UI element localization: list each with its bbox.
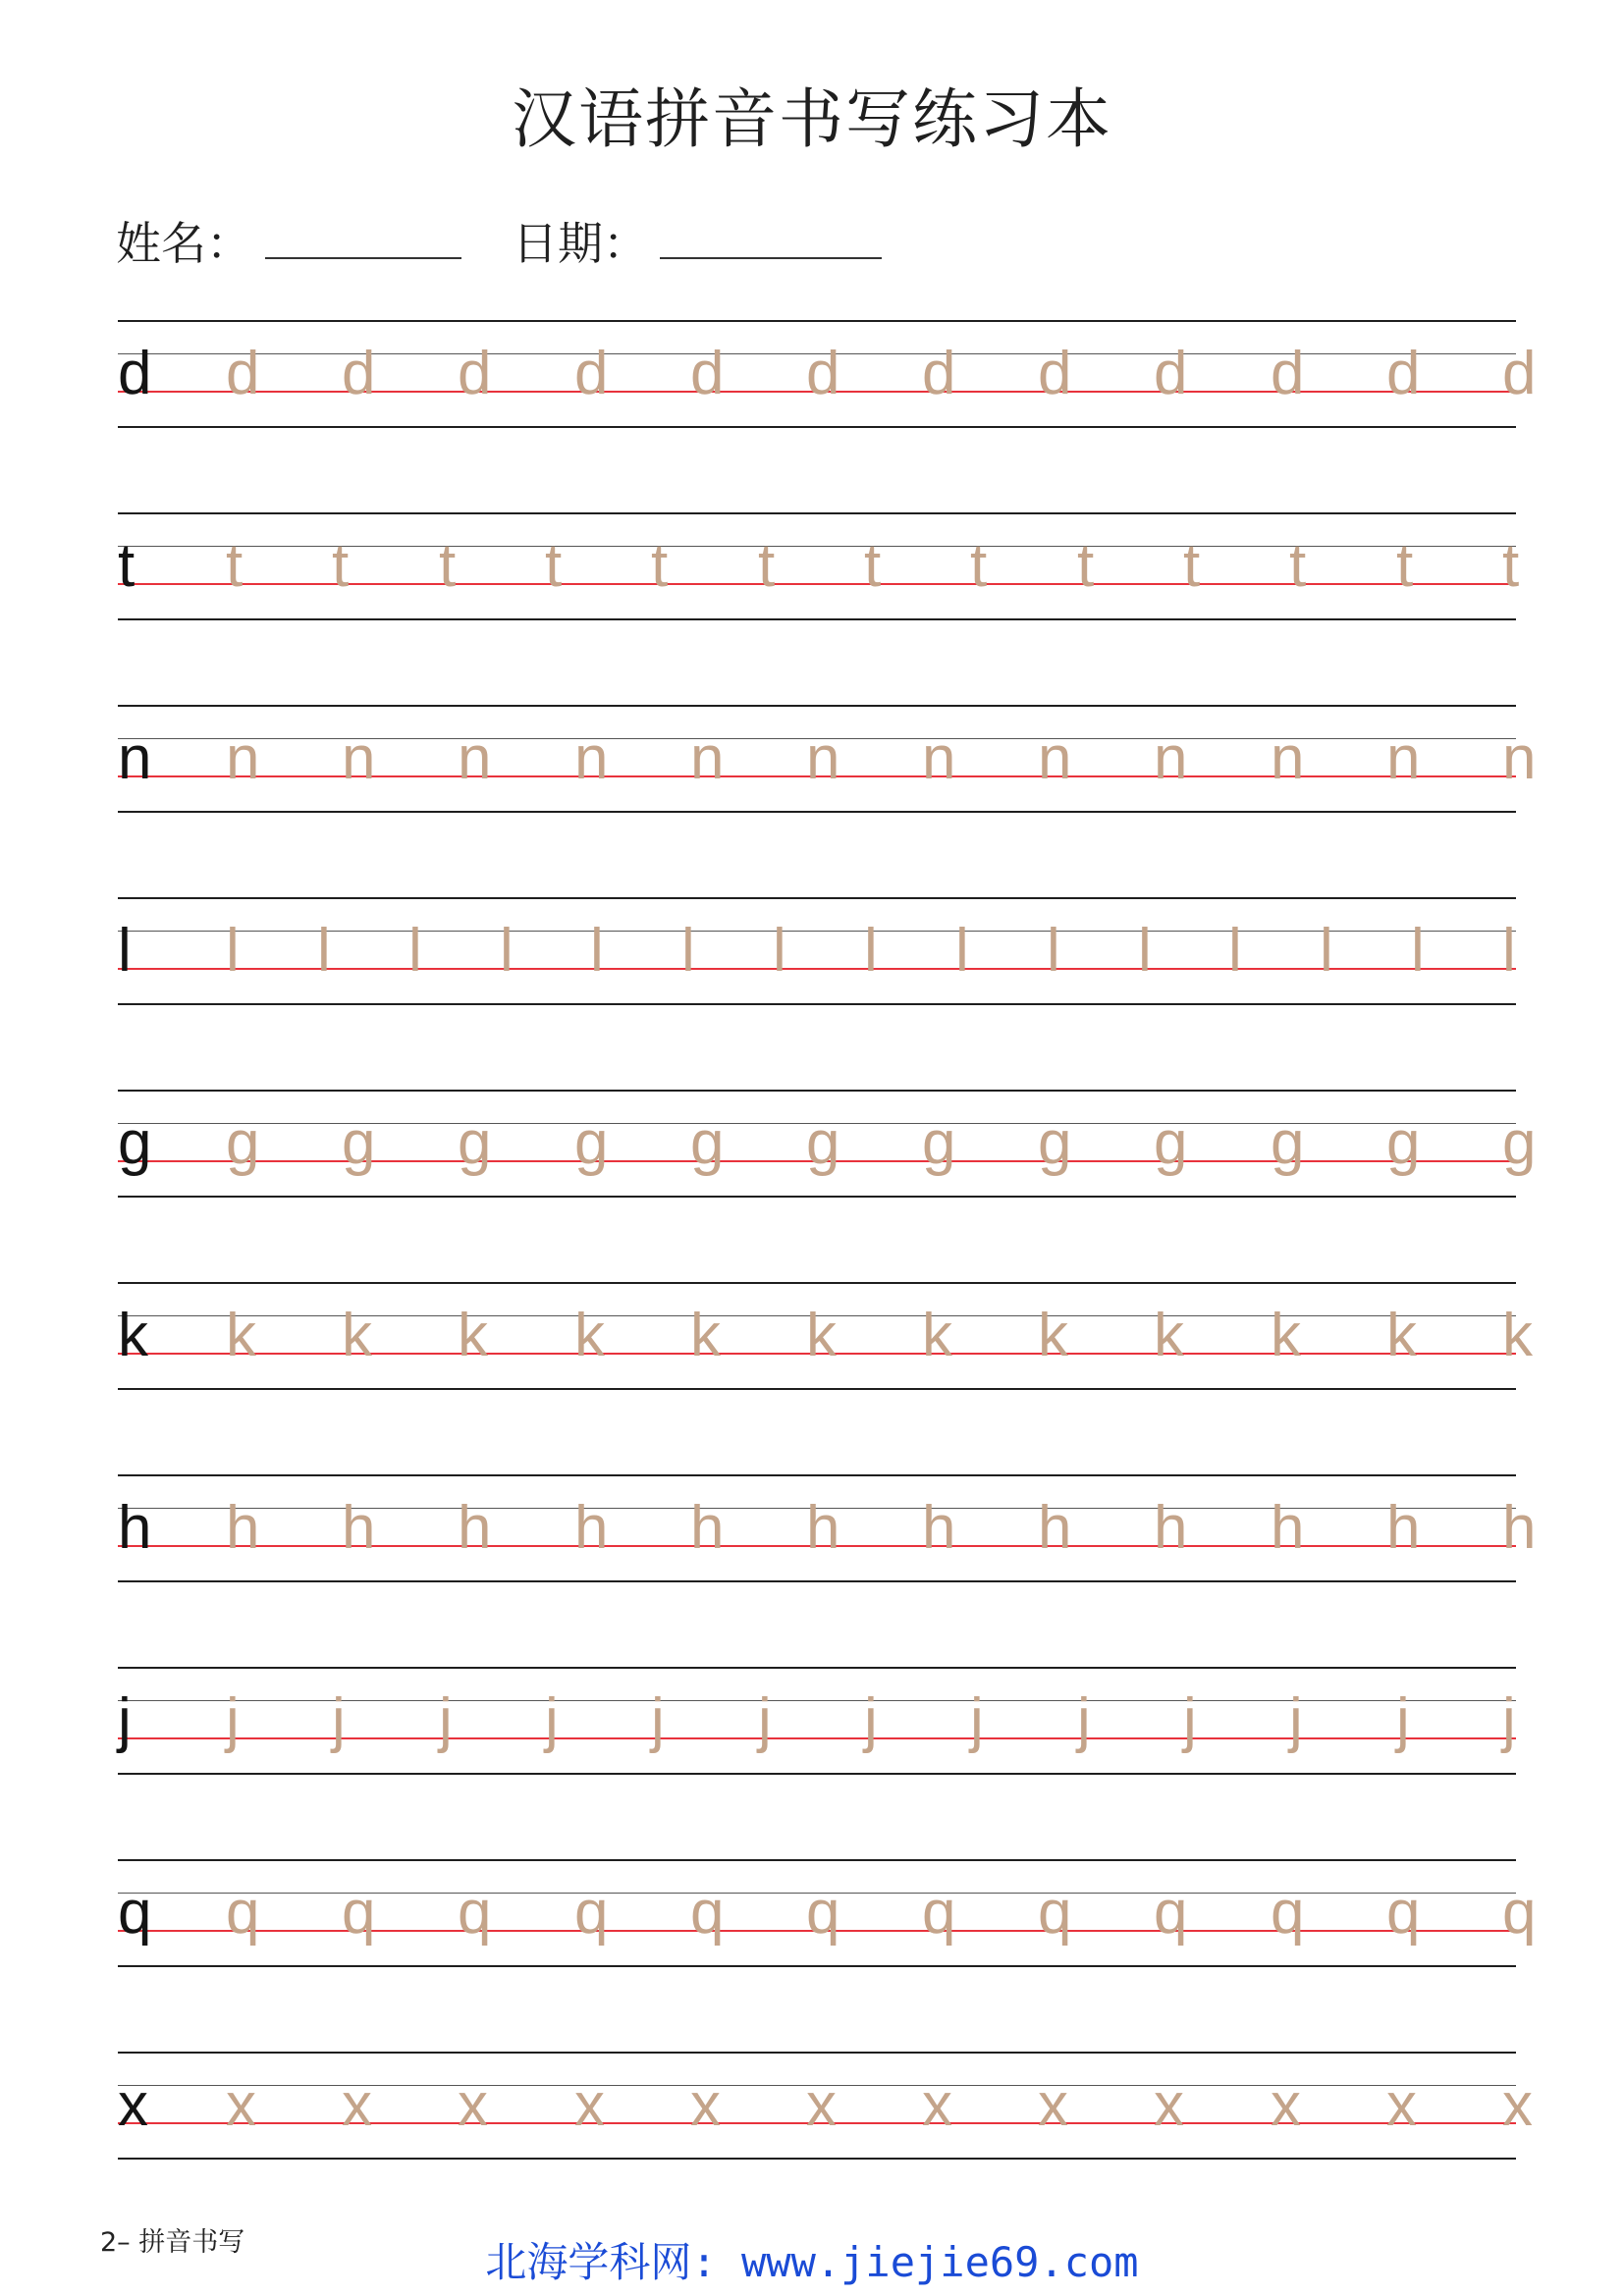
model-letter: j bbox=[118, 1686, 132, 1754]
date-label: 日期： bbox=[513, 217, 648, 270]
practice-row-x bbox=[118, 2052, 1533, 2160]
trace-letter: d bbox=[1154, 340, 1188, 407]
trace-letter: h bbox=[806, 1494, 840, 1562]
trace-letter: t bbox=[545, 532, 563, 600]
writing-rule-mid bbox=[118, 1700, 1516, 1701]
trace-letter: k bbox=[690, 1302, 721, 1369]
trace-letter: j bbox=[864, 1686, 878, 1754]
page-number-label: 2– 拼音书写 bbox=[100, 2227, 245, 2258]
trace-letter: h bbox=[1386, 1494, 1421, 1562]
trace-letter: d bbox=[690, 340, 725, 407]
trace-letter: h bbox=[690, 1494, 725, 1562]
trace-letter: j bbox=[651, 1686, 665, 1754]
trace-letter: j bbox=[1396, 1686, 1410, 1754]
trace-letter: h bbox=[1502, 1494, 1537, 1562]
trace-letter: t bbox=[1289, 532, 1307, 600]
trace-letter: j bbox=[545, 1686, 559, 1754]
trace-letter: k bbox=[806, 1302, 837, 1369]
trace-letter: l bbox=[408, 917, 422, 985]
trace-letter: g bbox=[342, 1109, 376, 1177]
model-letter: g bbox=[118, 1109, 152, 1177]
trace-letter: d bbox=[1386, 340, 1421, 407]
trace-letter: j bbox=[439, 1686, 453, 1754]
trace-letter: l bbox=[773, 917, 786, 985]
practice-row-t bbox=[118, 512, 1520, 620]
trace-letter: q bbox=[1502, 1879, 1537, 1947]
trace-letter: n bbox=[574, 724, 609, 792]
trace-letter: g bbox=[574, 1109, 609, 1177]
writing-rule-base bbox=[118, 1737, 1516, 1739]
trace-letter: q bbox=[1154, 1879, 1188, 1947]
trace-letter: x bbox=[1154, 2071, 1184, 2139]
trace-letter: q bbox=[342, 1879, 376, 1947]
trace-letter: n bbox=[1386, 724, 1421, 792]
trace-letter: d bbox=[458, 340, 492, 407]
model-letter: t bbox=[118, 532, 135, 600]
trace-letter: h bbox=[574, 1494, 609, 1562]
trace-letter: t bbox=[1077, 532, 1095, 600]
trace-letter: k bbox=[574, 1302, 605, 1369]
writing-rule-bot bbox=[118, 618, 1516, 620]
trace-letter: l bbox=[1228, 917, 1242, 985]
model-letter: n bbox=[118, 724, 152, 792]
trace-letter: k bbox=[226, 1302, 256, 1369]
trace-letter: d bbox=[1038, 340, 1072, 407]
practice-row-l bbox=[118, 897, 1516, 1005]
name-blank[interactable] bbox=[265, 257, 461, 259]
trace-letter: g bbox=[1038, 1109, 1072, 1177]
trace-letter: x bbox=[1502, 2071, 1533, 2139]
trace-letter: j bbox=[970, 1686, 984, 1754]
trace-letter: l bbox=[590, 917, 604, 985]
practice-row-d bbox=[118, 320, 1537, 428]
trace-letter: g bbox=[458, 1109, 492, 1177]
trace-letter: n bbox=[922, 724, 956, 792]
trace-letter: t bbox=[1396, 532, 1414, 600]
trace-letter: k bbox=[1038, 1302, 1068, 1369]
trace-letter: l bbox=[1502, 917, 1516, 985]
trace-letter: n bbox=[1038, 724, 1072, 792]
trace-letter: n bbox=[690, 724, 725, 792]
trace-letter: j bbox=[1183, 1686, 1197, 1754]
trace-letter: l bbox=[1411, 917, 1425, 985]
trace-letter: h bbox=[1038, 1494, 1072, 1562]
trace-letter: t bbox=[439, 532, 457, 600]
trace-letter: q bbox=[1271, 1879, 1305, 1947]
name-label: 姓名： bbox=[116, 217, 251, 270]
trace-letter: t bbox=[1183, 532, 1201, 600]
trace-letter: h bbox=[1271, 1494, 1305, 1562]
trace-letter: j bbox=[1502, 1686, 1516, 1754]
trace-letter: h bbox=[1154, 1494, 1188, 1562]
trace-letter: n bbox=[1271, 724, 1305, 792]
trace-letter: n bbox=[1154, 724, 1188, 792]
trace-letter: l bbox=[226, 917, 240, 985]
trace-letter: l bbox=[1047, 917, 1060, 985]
practice-row-q bbox=[118, 1859, 1537, 1967]
trace-letter: h bbox=[342, 1494, 376, 1562]
trace-letter: k bbox=[458, 1302, 488, 1369]
trace-letter: t bbox=[758, 532, 776, 600]
trace-letter: d bbox=[806, 340, 840, 407]
trace-letter: d bbox=[342, 340, 376, 407]
trace-letter: t bbox=[1502, 532, 1520, 600]
trace-letter: t bbox=[332, 532, 350, 600]
trace-letter: d bbox=[574, 340, 609, 407]
trace-letter: q bbox=[922, 1879, 956, 1947]
writing-rule-mid bbox=[118, 546, 1516, 547]
trace-letter: l bbox=[500, 917, 514, 985]
trace-letter: x bbox=[342, 2071, 372, 2139]
trace-letter: h bbox=[458, 1494, 492, 1562]
trace-letter: t bbox=[864, 532, 882, 600]
trace-letter: g bbox=[1502, 1109, 1537, 1177]
trace-letter: g bbox=[1154, 1109, 1188, 1177]
practice-row-g bbox=[118, 1090, 1537, 1198]
trace-letter: t bbox=[651, 532, 669, 600]
trace-letter: l bbox=[317, 917, 331, 985]
model-letter: h bbox=[118, 1494, 152, 1562]
trace-letter: n bbox=[806, 724, 840, 792]
trace-letter: g bbox=[1271, 1109, 1305, 1177]
page-title: 汉语拼音书写练习本 bbox=[512, 81, 1112, 157]
trace-letter: k bbox=[1502, 1302, 1533, 1369]
writing-rule-top bbox=[118, 1667, 1516, 1669]
writing-rule-bot bbox=[118, 1773, 1516, 1775]
trace-letter: n bbox=[226, 724, 260, 792]
trace-letter: x bbox=[1271, 2071, 1301, 2139]
practice-row-j bbox=[118, 1667, 1516, 1775]
trace-letter: t bbox=[970, 532, 988, 600]
trace-letter: j bbox=[1077, 1686, 1091, 1754]
trace-letter: x bbox=[690, 2071, 721, 2139]
writing-rule-top bbox=[118, 512, 1516, 514]
trace-letter: x bbox=[1386, 2071, 1417, 2139]
writing-rule-base bbox=[118, 583, 1516, 585]
trace-letter: j bbox=[226, 1686, 240, 1754]
model-letter: q bbox=[118, 1879, 152, 1947]
trace-letter: x bbox=[574, 2071, 605, 2139]
trace-letter: x bbox=[458, 2071, 488, 2139]
trace-letter: x bbox=[1038, 2071, 1068, 2139]
trace-letter: q bbox=[458, 1879, 492, 1947]
trace-letter: l bbox=[681, 917, 695, 985]
practice-row-k bbox=[118, 1282, 1533, 1390]
trace-letter: x bbox=[922, 2071, 952, 2139]
trace-letter: d bbox=[226, 340, 260, 407]
practice-row-h bbox=[118, 1474, 1537, 1582]
trace-letter: q bbox=[806, 1879, 840, 1947]
trace-letter: x bbox=[226, 2071, 256, 2139]
trace-letter: j bbox=[1289, 1686, 1303, 1754]
trace-letter: l bbox=[1138, 917, 1152, 985]
trace-letter: l bbox=[955, 917, 969, 985]
trace-letter: d bbox=[1271, 340, 1305, 407]
model-letter: l bbox=[118, 917, 132, 985]
trace-letter: k bbox=[342, 1302, 372, 1369]
trace-letter: x bbox=[806, 2071, 837, 2139]
trace-letter: g bbox=[922, 1109, 956, 1177]
trace-letter: n bbox=[1502, 724, 1537, 792]
trace-letter: k bbox=[1271, 1302, 1301, 1369]
trace-letter: q bbox=[1386, 1879, 1421, 1947]
model-letter: k bbox=[118, 1302, 148, 1369]
trace-letter: t bbox=[226, 532, 244, 600]
trace-letter: n bbox=[342, 724, 376, 792]
trace-letter: k bbox=[1154, 1302, 1184, 1369]
model-letter: x bbox=[118, 2071, 148, 2139]
trace-letter: n bbox=[458, 724, 492, 792]
trace-letter: l bbox=[1320, 917, 1333, 985]
trace-letter: d bbox=[1502, 340, 1537, 407]
trace-letter: g bbox=[806, 1109, 840, 1177]
practice-row-n bbox=[118, 705, 1537, 813]
trace-letter: g bbox=[690, 1109, 725, 1177]
trace-letter: k bbox=[922, 1302, 952, 1369]
trace-letter: q bbox=[1038, 1879, 1072, 1947]
model-letter: d bbox=[118, 340, 152, 407]
site-link[interactable]: 北海学科网: www.jiejie69.com bbox=[485, 2238, 1139, 2286]
trace-letter: q bbox=[574, 1879, 609, 1947]
trace-letter: q bbox=[226, 1879, 260, 1947]
date-blank[interactable] bbox=[660, 257, 882, 259]
trace-letter: g bbox=[226, 1109, 260, 1177]
trace-letter: d bbox=[922, 340, 956, 407]
trace-letter: h bbox=[226, 1494, 260, 1562]
trace-letter: q bbox=[690, 1879, 725, 1947]
trace-letter: k bbox=[1386, 1302, 1417, 1369]
trace-letter: g bbox=[1386, 1109, 1421, 1177]
trace-letter: l bbox=[864, 917, 878, 985]
trace-letter: j bbox=[758, 1686, 772, 1754]
trace-letter: j bbox=[332, 1686, 346, 1754]
trace-letter: h bbox=[922, 1494, 956, 1562]
